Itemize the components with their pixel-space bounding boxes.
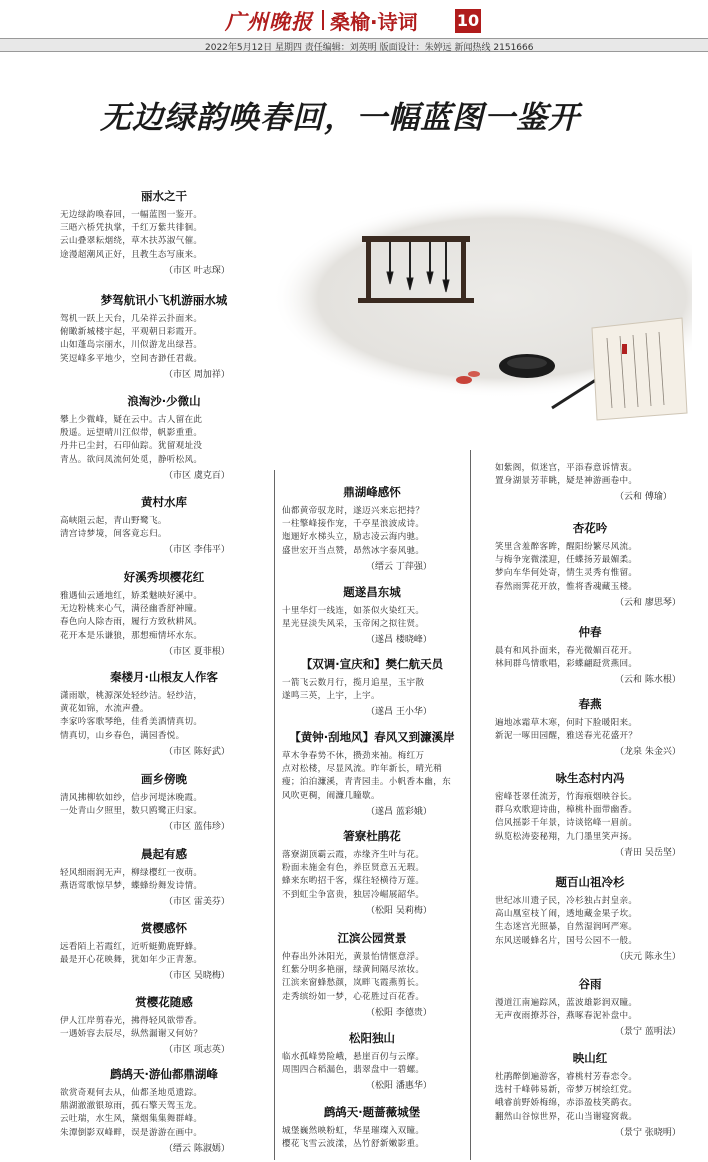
poem-line: 如紫阁，似迷宫，平添春意诉情衷。	[495, 463, 638, 473]
poem-title: 春燕	[578, 697, 602, 711]
poem-title: 【黄钟·刮地风】春风又到濂溪岸	[289, 730, 455, 744]
poem-line: 笑里含羞醉客眸，醒阳纷繁尽风流。	[495, 542, 638, 552]
poem-line: 笑逗峰多平地少，空间杏渺任君裁。	[60, 353, 203, 364]
poem-title: 江滨公园赏景	[337, 931, 407, 945]
poem-line: 仲春出外沐阳光，黄景怡情惬意浮。	[282, 952, 425, 962]
poem-line: 群乌欢歌迎诗曲，樟桃朴面带幽香。	[495, 805, 638, 816]
poem-body	[282, 677, 462, 703]
poem-author: （遂昌 王小华）	[366, 707, 432, 718]
poem-block	[282, 828, 462, 916]
poem-author: （松阳 吴莉梅）	[366, 905, 432, 916]
poem-block	[60, 1066, 268, 1154]
poem-line: 晨有和风扑面来，春光微媚百花开。	[495, 646, 638, 656]
poem-line: 翻然山谷惊世界，花山当谢寝窝裁。	[495, 1111, 638, 1122]
poem-title: 晨起有感	[141, 847, 187, 861]
poem-title: 梦驾航讯小飞机游丽水城	[100, 293, 228, 307]
poem-author: （市区 夏菲根）	[164, 646, 230, 657]
poem-title: 好溪秀坝樱花红	[123, 570, 205, 584]
poem-body	[60, 792, 268, 818]
poem-body	[495, 645, 685, 671]
poem-author: （市区 李伟平）	[164, 545, 230, 556]
poem-line: 与梅争宠微漾迎，任蝶扬芳最媚柔。	[495, 555, 638, 566]
poem-line: 云吐瑞，水生风，黛烟集集舞群峰。	[60, 1114, 203, 1125]
column-divider	[470, 450, 471, 1160]
poem-line: 丹井已尘封，石印仙踪。犹留观址没	[60, 441, 203, 452]
poem-line: 走秀缤纷如一梦，心花胜过百花香。	[282, 991, 425, 1002]
poem-line: 峨睿前野娇梅绵，赤添盈枝笑鹞衣。	[495, 1098, 638, 1109]
poem-author: （青田 吴岳坚）	[615, 847, 681, 858]
poem-body	[282, 951, 462, 1004]
poem-author: （市区 周加祥）	[164, 369, 230, 380]
poem-body	[60, 1015, 268, 1041]
poem-body	[60, 414, 268, 467]
poem-line: 朱潭倒影双峰畔，误是游游在画中。	[60, 1127, 203, 1138]
poem-author: （龙泉 朱金兴）	[615, 747, 681, 758]
poem-title: 丽水之干	[141, 189, 187, 203]
poem-block	[60, 188, 268, 276]
poem-author: （市区 吴晓梅）	[164, 971, 230, 982]
poem-block	[495, 874, 685, 962]
poem-line: 殷遥。远望晴川江似带，帆影重重。	[60, 428, 203, 439]
poem-block	[495, 770, 685, 858]
poem-author: （庆元 陈永生）	[615, 951, 681, 962]
paper-scroll-icon	[592, 318, 687, 420]
poem-line: 落寮湖顶霸云霞，赤缘齐生叶与花。	[282, 850, 425, 860]
poem-author: （松阳 潘惠华）	[366, 1081, 432, 1092]
poem-line: 无声夜雨撩苏谷，燕啄春泥补盘中。	[495, 1011, 638, 1022]
poem-body	[60, 690, 268, 743]
poem-block	[282, 1030, 462, 1091]
poem-line: 高峡阻云起，青山野鹭飞。	[60, 516, 167, 526]
poem-line: 樱花飞雪云波漾，丛竹舒新嫩影重。	[282, 1139, 425, 1150]
poem-line: 最是开心花映舞，犹如年少正青葱。	[60, 955, 203, 966]
poem-line: 青丛。欲问凤流何处觅，静听松风。	[60, 454, 203, 465]
poem-body	[282, 1051, 462, 1077]
poem-line: 仙都黄帝驭龙时，遂迈兴来忘把持？	[282, 506, 425, 516]
masthead	[0, 0, 708, 58]
ink-stone-top	[507, 357, 547, 369]
poem-block	[282, 656, 462, 717]
poem-body	[495, 791, 685, 844]
poem-title: 映山红	[572, 1051, 608, 1065]
poem-title: 杏花吟	[572, 521, 608, 535]
poem-title: 赏樱感怀	[141, 921, 187, 935]
poem-author: （市区 叶志琛）	[164, 265, 230, 276]
poem-line: 周围四合稻漏色，翡翠盘中一碧螺。	[282, 1065, 425, 1076]
poem-body	[495, 1071, 685, 1124]
poem-block	[60, 669, 268, 757]
poem-line: 情真切，山乡春色，满园香悦。	[60, 730, 185, 741]
poem-block	[495, 696, 685, 757]
poem-line: 遂鸣三英，上宇，上宇。	[282, 691, 380, 702]
poem-author: （市区 雷美芬）	[164, 897, 230, 908]
poem-line: 十里华灯一线连，如茶似火染红天。	[282, 606, 425, 616]
poem-body	[282, 750, 462, 803]
poem-line: 一遇娇容去辰尽，纵然漏谢又何妨？	[60, 1029, 203, 1040]
poem-title: 题遂昌东城	[343, 585, 401, 599]
poem-body	[495, 895, 685, 948]
poem-block	[495, 976, 685, 1037]
section-title: 桑榆·诗词	[330, 10, 418, 34]
poem-line: 城堡巍然映粉虹，华星璀璨入双瞳。	[282, 1126, 425, 1136]
poem-line: 草木争春势不休，攒劲来袖。梅红万	[282, 751, 425, 761]
poem-line: 信风摇影千年景，诗谈铭峰一眉前。	[495, 818, 638, 829]
poem-line: 林间群鸟情歌唱，彩蝶翩跹赏燕回。	[495, 659, 638, 670]
masthead-divider	[322, 10, 324, 30]
poem-block	[495, 520, 685, 608]
poem-line: 一处青山夕照里，数只鸥鹭正归家。	[60, 806, 203, 817]
poem-line: 梦向车华何处寄，情生灵秀有惟留。	[495, 568, 638, 579]
poem-title: 鹧鸪天·题蔷薇城堡	[323, 1105, 421, 1119]
poem-line: 盛世宏开当点赞，昂然冰字泰风驰。	[282, 545, 425, 556]
poem-line: 三晤六桥凭执掌，千红万紫共徘徊。	[60, 223, 203, 234]
poem-author: （市区 项志英）	[164, 1045, 230, 1056]
poem-body	[495, 541, 685, 594]
poem-line: 密峰苍翠任流芳，竹海痕烟映谷长。	[495, 792, 638, 802]
poem-line: 东风送暖蜂名片，国号公园不一般。	[495, 935, 638, 946]
poem-line: 云山叠翠耘烟绕，草木扶苏淑气催。	[60, 236, 203, 247]
poem-body	[60, 515, 268, 541]
poem-body	[282, 505, 462, 558]
poem-line: 高山凰室枝丫闹，透地藏金果子坎。	[495, 909, 638, 920]
poem-author: （景宁 蓝明法）	[615, 1027, 681, 1038]
issue-info: 2022年5月12日 星期四 责任编辑：刘英明 版面设计：朱婷远 新闻热线 2151666	[205, 43, 534, 53]
poem-body	[60, 590, 268, 643]
poem-line: 潇雨歇，桃源深处轻纱洁。轻纱洁，	[60, 691, 203, 701]
poem-line: 新泥一啄田园醒，雅送春光花盛开？	[495, 731, 638, 742]
poem-title: 题百山祖冷杉	[555, 875, 625, 889]
poem-body	[282, 849, 462, 902]
poem-line: 雅遇仙云通地红，娇柔魅映好溪中。	[60, 591, 203, 601]
poem-author: （云和 傅瑜）	[615, 492, 672, 503]
poem-author: （缙云 陈淑嫣）	[164, 1143, 230, 1154]
poem-block	[60, 494, 268, 555]
poem-author: （市区 陈好武）	[164, 746, 230, 757]
poem-line: 山如蓬岛宗丽水，川似游龙出绿苔。	[60, 340, 203, 351]
poem-author: （遂昌 蓝彩娥）	[366, 806, 432, 817]
poem-line: 清风拂柳软如纱，信步河堤沐晚霞。	[60, 793, 203, 803]
poem-block	[60, 393, 268, 481]
poem-block	[495, 462, 685, 502]
poem-title: 赏樱花随感	[135, 995, 193, 1009]
poem-line: 花开本是乐谦狼，那想痴情坏水东。	[60, 630, 203, 641]
poem-line: 世纪冰川遗子民，冷杉独占封皇亲。	[495, 896, 638, 906]
poem-author: （遂昌 楼晓峰）	[366, 635, 432, 646]
poem-title: 咏生态村内冯	[555, 771, 625, 785]
poem-title: 箸寮杜鹃花	[343, 829, 401, 843]
poem-line: 粉面未施金有色，养臣贤意五无瑕。	[282, 863, 425, 874]
poem-line: 伊人江岸剪春光，拂得轻风欲带香。	[60, 1016, 203, 1026]
poem-block	[282, 729, 462, 817]
poem-line: 红紫分明多艳丽，绿黄间隔尽浓妆。	[282, 965, 425, 976]
poem-line: 黄花如锦，水流声叠。	[60, 704, 149, 715]
poem-line: 遍地冰霜草木寒，何时下脸暖阳来。	[495, 718, 638, 728]
poem-line: 江滨来窗蜂愁颜，岚畔飞霞燕剪长。	[282, 978, 425, 989]
poem-line: 一箭飞云数月行，揽月追星，玉宇散	[282, 678, 425, 688]
poem-line: 纵览松涛姿秘翔，九门墨里笑声扬。	[495, 831, 638, 842]
poem-line: 鼎湖澈澈银琼雨，孤石擎天驾玉龙。	[60, 1101, 203, 1112]
poem-block	[495, 624, 685, 685]
poem-line: 途漫超潮风正好，且教生态写康来。	[60, 249, 203, 260]
poem-line: 置身湖景芳菲眺，疑是神游画卷中。	[495, 476, 638, 487]
poem-author: （松阳 李德贵）	[366, 1007, 432, 1018]
poem-line: 风吹更稠，闹濂几瞳歇。	[282, 790, 380, 801]
poem-body	[60, 1087, 268, 1140]
poem-author: （缙云 丁萍强）	[366, 561, 432, 572]
poem-line: 李家吟客歌琴绝，佳肴美酒情真切。	[60, 717, 203, 728]
poem-title: 浪淘沙·少微山	[127, 394, 201, 408]
poem-title: 鼎湖峰感怀	[343, 485, 401, 499]
poem-line: 星光昼淡失风采，玉帝闲之拟往贤。	[282, 619, 425, 630]
poem-line: 生态迷宫光照暴，自然湿润呵严寒。	[495, 922, 638, 933]
poem-author: （景宁 张晓明）	[615, 1127, 681, 1138]
poem-body	[282, 1125, 462, 1151]
poem-line: 俯瞰新城楼宇起，平观朝日彩霞开。	[60, 327, 203, 338]
column-divider	[274, 470, 275, 1160]
poem-title: 秦楼月·山根友人作客	[110, 670, 218, 684]
poem-block	[60, 994, 268, 1055]
poem-block	[282, 930, 462, 1018]
poem-line: 杜鹃醉倒遍游客，睿桃村芳春恋令。	[495, 1072, 638, 1082]
poem-line: 远看陌上若霞红，近听蜓勤鹿野蜂。	[60, 942, 203, 952]
poem-body	[495, 462, 685, 488]
poem-body	[60, 313, 268, 366]
poem-body	[60, 941, 268, 967]
poem-body	[60, 209, 268, 262]
poem-line: 春色向人除杏雨，履行方致秋耕风。	[60, 617, 203, 628]
poem-block	[60, 569, 268, 657]
poem-title: 黄村水库	[141, 495, 187, 509]
poem-title: 画乡傍晚	[141, 772, 187, 786]
poem-block	[495, 1050, 685, 1138]
poem-line: 蜂来东哟招千客，煤往轻横待万莲。	[282, 876, 425, 887]
poem-body	[495, 997, 685, 1023]
poem-line: 临水孤峰势险峨，悬崖百仞与云摩。	[282, 1052, 425, 1062]
poem-block	[282, 1104, 462, 1151]
poem-title: 【双调·宣庆和】樊仁航天员	[300, 657, 444, 671]
poem-line: 选村千峰韩易新，帝梦万树绘红党。	[495, 1085, 638, 1096]
poem-title: 仲春	[578, 625, 602, 639]
poem-line: 漫道江南遍踪风，蓝波雄影润双瞳。	[495, 998, 638, 1008]
petal-icon	[456, 376, 472, 384]
poem-line: 轻风细雨润无声，柳绿樱红一夜萌。	[60, 868, 203, 878]
page-number-badge: 10	[455, 9, 481, 33]
poem-line: 攀上少微峰，疑在云中。古人留在此	[60, 415, 203, 425]
poem-author: （市区 蓝伟珍）	[164, 822, 230, 833]
poem-line: 点对松楼，尽显风流。昨年新长，晴光稍	[282, 764, 443, 775]
ink-painting-illustration	[262, 198, 692, 438]
poem-line: 无边粉桃来心气，满径幽香舒神曈。	[60, 604, 203, 615]
poem-author: （云和 廖思琴）	[615, 597, 681, 608]
poem-title: 松阳独山	[349, 1031, 395, 1045]
petal-icon	[468, 371, 480, 377]
poem-title: 鹧鸪天·游仙都鼎湖峰	[110, 1067, 218, 1081]
poem-block	[60, 846, 268, 907]
poem-line: 不到虹尘争富贵，独居冷崛展韶华。	[282, 889, 425, 900]
page-headline: 无边绿韵唤春回，一幅蓝图一鉴开	[100, 100, 580, 136]
poem-body	[282, 605, 462, 631]
poem-line: 燕语莺歌惊早梦，蝶蜂纷舞发诗情。	[60, 881, 203, 892]
poem-author: （云和 陈水根）	[615, 675, 681, 686]
poem-line: 驾机一跃上天台，几朵祥云扑面来。	[60, 314, 203, 324]
newspaper-brand: 广州晚报	[225, 9, 313, 34]
poem-block	[282, 484, 462, 572]
poem-author: （市区 虞克百）	[164, 470, 230, 481]
poem-line: 欲赏奇观何去从，仙都圣地觅遗踪。	[60, 1088, 203, 1098]
poem-title: 谷雨	[578, 977, 602, 991]
poem-line: 无边绿韵唤春回，一幅蓝图一鉴开。	[60, 210, 203, 220]
poem-body	[495, 717, 685, 743]
poem-line: 一柱擎峰接作宠，千亭星浪波成诗。	[282, 519, 425, 530]
poem-block	[60, 292, 268, 380]
poem-block	[282, 584, 462, 645]
poem-line: 春然雨霁花开放，惟将香魂藏玉楼。	[495, 581, 638, 592]
poem-line: 瘦；泊泊濂溪，青青园圭。小帆香本幽，东	[282, 777, 451, 788]
poem-block	[60, 771, 268, 832]
poem-block	[60, 920, 268, 981]
poem-body	[60, 867, 268, 893]
poem-line: 迤逦好水梯头立，励志凌云海内驰。	[282, 532, 425, 543]
poem-line: 清宫诗梦境，间客竟忘归。	[60, 529, 167, 540]
